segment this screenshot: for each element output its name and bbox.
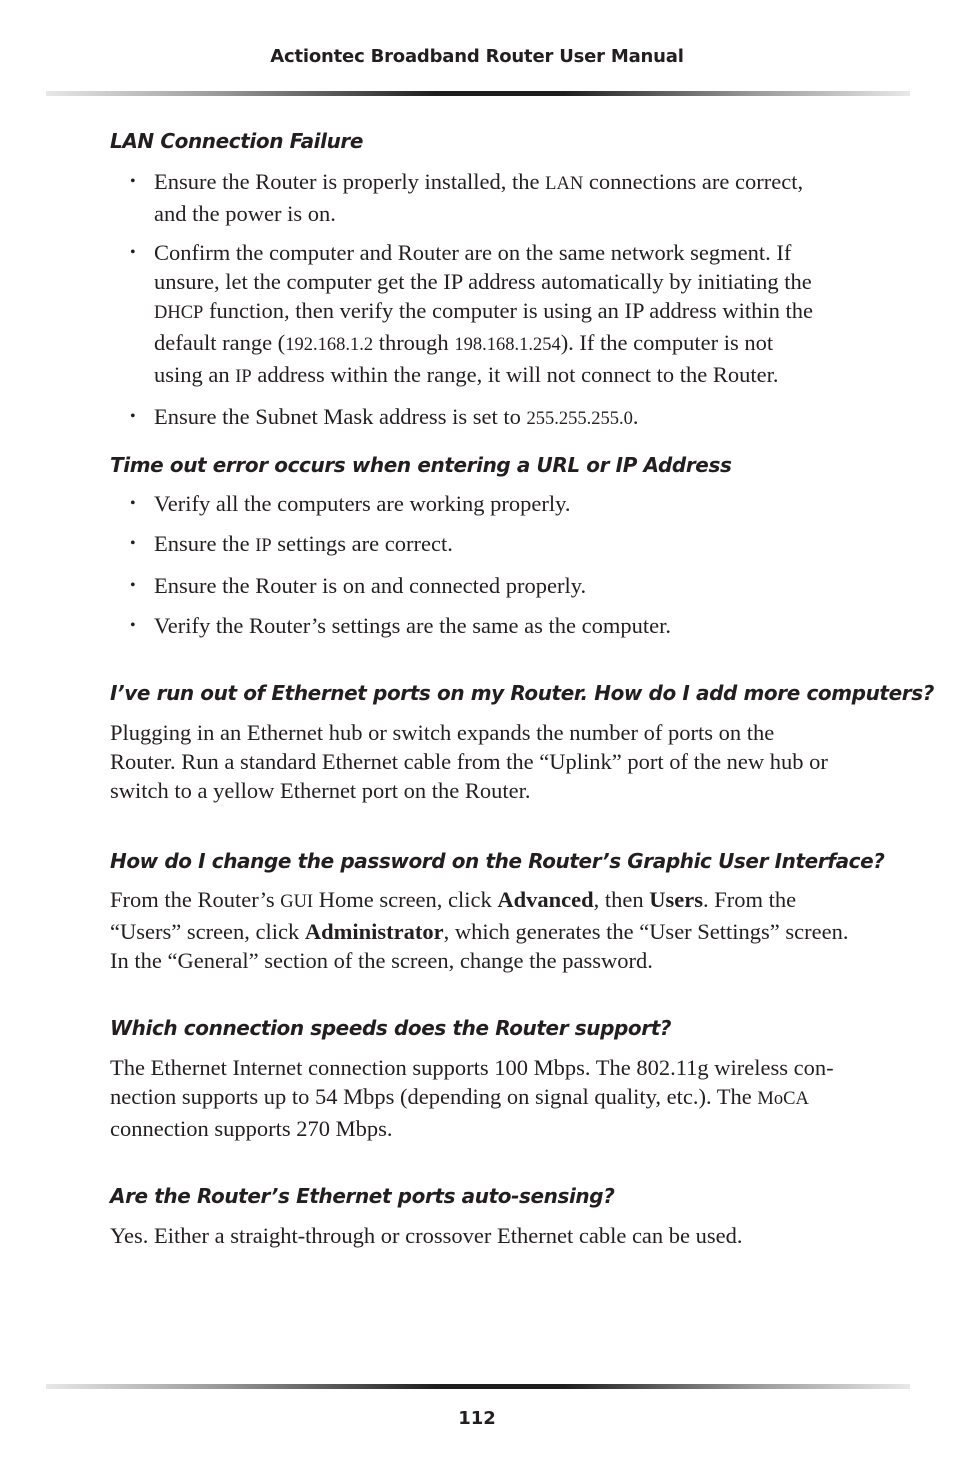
heading-lan-connection-failure: LAN Connection Failure [110, 129, 364, 153]
heading-ethernet-ports: I’ve run out of Ethernet ports on my Router. How do I add more computers? [110, 681, 934, 705]
list-item: • Confirm the computer and Router are on the same network segment. If unsure, let the computer get the IP address automatically by initiating the DHCP function, then verify the computer is using an IP address within the default range (192.168.1.2 through 198.168.1.254). If the computer is not using an IP address within the range, it will not connect to the Router. [130, 240, 814, 387]
bullet-icon: • [130, 173, 136, 190]
bullet-icon: • [130, 535, 136, 552]
timeout-bullet-list [130, 489, 850, 640]
list-item: • Ensure the Router is on and connected properly. [130, 573, 587, 598]
bullet-icon: • [130, 577, 136, 594]
bullet-icon: • [130, 617, 136, 634]
list-item: • Verify the Router’s settings are the same as the computer. [130, 613, 671, 638]
bullet-icon: • [130, 495, 136, 512]
list-item: • Ensure the Subnet Mask address is set to 255.255.255.0. [130, 404, 639, 429]
ethernet-ports-paragraph: Plugging in an Ethernet hub or switch expands the number of ports on the Router. Run a standard Ethernet cable from the “Uplink” port of the new hub or switch to a yellow Ethernet port on the Router. [110, 720, 828, 803]
bullet-icon: • [130, 244, 136, 261]
heading-timeout-error: Time out error occurs when entering a URL or IP Address [110, 453, 732, 477]
list-item: • Verify all the computers are working properly. [130, 491, 571, 516]
list-item: • Ensure the IP settings are correct. [130, 531, 453, 556]
connection-speeds-paragraph: The Ethernet Internet connection supports 100 Mbps. The 802.11g wireless con- nection supports up to 54 Mbps (depending on signal quality, etc.). The MoCA connection supports 270 Mbps. [110, 1055, 834, 1141]
footer-rule [46, 1384, 910, 1389]
page-number: 112 [458, 1408, 496, 1429]
heading-change-password: How do I change the password on the Router’s Graphic User Interface? [110, 849, 885, 873]
administrator-term: Administrator [304, 919, 444, 944]
page-header-title: Actiontec Broadband Router User Manual [270, 46, 684, 67]
heading-connection-speeds: Which connection speeds does the Router support? [110, 1016, 672, 1040]
users-term: Users [649, 887, 704, 912]
header-rule [46, 91, 910, 96]
list-item: • Ensure the Router is properly installed, the LAN connections are correct, and the power is on. [130, 169, 804, 226]
auto-sensing-paragraph: Yes. Either a straight-through or crossover Ethernet cable can be used. [110, 1223, 743, 1248]
heading-auto-sensing: Are the Router’s Ethernet ports auto-sensing? [110, 1184, 615, 1208]
bullet-icon: • [130, 408, 136, 425]
lan-bullet-list [130, 167, 850, 434]
change-password-paragraph: From the Router’s GUI Home screen, click Advanced, then Users. From the “Users” screen, click Administrator, which generates the “User Settings” screen. In the “General” section of the screen, change the password. [110, 887, 849, 973]
advanced-term: Advanced [497, 887, 594, 912]
